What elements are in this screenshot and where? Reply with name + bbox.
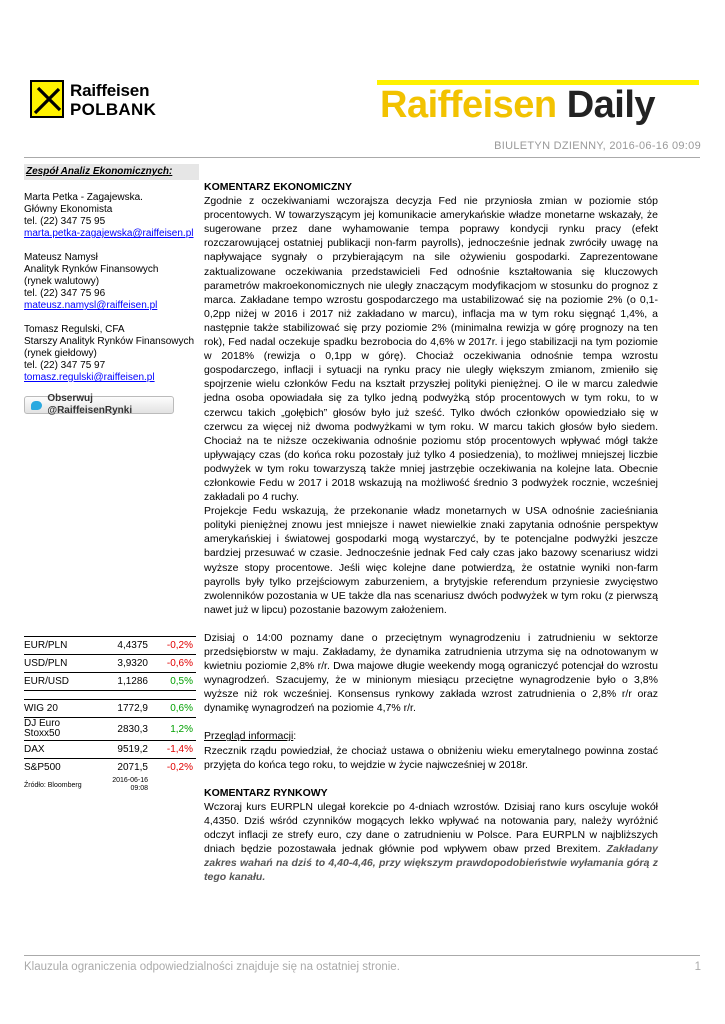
section-heading-economic: KOMENTARZ EKONOMICZNY <box>204 181 352 193</box>
instrument-name: S&P500 <box>24 761 61 773</box>
table-row <box>24 655 196 673</box>
page-number: 1 <box>694 961 701 973</box>
market-source <box>24 777 196 793</box>
sidebar <box>24 164 199 414</box>
paragraph: Zgodnie z oczekiwaniami wczorajsza decyzja Fed nie przyniosła zmian w poziomie stóp procentowych. W towarzyszącym jej komunikacie amerykańskie władze monetarne wskazały, że sugerowane przez dane wyhamowanie tempa poprawy kondycji rynku pracy (efekt rozczarowującej ostatniej publikacji non-farm payrolls), jednocześnie jednak zwróciły uwagę na napływające sygnały o przybierającym na sile ożywieniu gospodarki. Zaprezentowane zaktualizowane oczekiwania przedstawicieli Fed odnośnie kształtowania się kluczowych parametrów makroekonomicznych nie uległy znaczącym modyfikacjom w stosunku do prognoz z marca. Zakładane tempo wzrostu gospodarczego ma ustabilizować się na poziomie 2% (o 0,1-0,2pp niżej w 2016 i 2017 niż zakładano w marcu), inflacja ma w tym roku sięgnąć 1,4%, a następnie także stabilizować się przy poziomie 2% (minimalna rewizja w górę prognozy na ten rok), Fed nadal oczekuje spadku bezrobocia do 4,6% w 2017r. i jego stabilizacji na tym poziomie w 2018% (rewizja o 0,1pp w górę). Chociaż oczekiwania odnośnie tempa wzrostu gospodarczego, inflacji i sytuacji na rynku pracy nie uległy większym zmianom, zmieniło się spojrzenie wielu członków Fedu na kształt przyszłej polityki pieniężnej. O ile w marcu zaledwie jedna osoba opowiadała się za tylko jedną podwyżką stóp procentowych w tym roku, to w czerwcu takich „gołębich” głosów było już sześć. Tylko dwóch członków opowiedziało się w czerwcu za więcej niż dwoma podwyżkami w tym roku. W marcu takich głosów było siedem. Chociaż na te niższe oczekiwania odnośnie poziomu stóp procentowych wpływać mógł także upływający czas (do końca roku pozostały już tylko 4 posiedzenia), to możliwej mniejszej liczbie podwyżek w tym roku towarzyszą także mniej jastrzębie oczekiwania na kolejne lata. Obecnie członkowie Fedu w 2017 i 2018 wskazują na możliwość średnio 3 podwyżek rocznie, wcześniej zakładali po 4 ruchy. <box>204 195 658 504</box>
contact-role: Główny Ekonomista <box>24 204 113 215</box>
instrument-value: 9519,2 <box>117 744 148 755</box>
contact-name: Tomasz Regulski, CFA <box>24 324 125 335</box>
paragraph: Rzecznik rządu powiedział, że chociaż ustawa o obniżeniu wieku emerytalnego powinna zostać przyjęta do końca tego roku, to wejdzie w życie najwcześniej w 2018r. <box>204 744 658 771</box>
market-table <box>24 636 196 793</box>
contact-card <box>24 324 199 384</box>
contact-specialty: (rynek giełdowy) <box>24 348 97 359</box>
main-content <box>204 180 658 884</box>
footer-divider <box>24 955 700 956</box>
contact-specialty: (rynek walutowy) <box>24 276 100 287</box>
contact-phone: tel. (22) 347 75 97 <box>24 360 106 371</box>
instrument-change: 0,6% <box>170 703 193 714</box>
twitter-follow-button[interactable] <box>24 393 174 416</box>
paragraph: Dzisiaj o 14:00 poznamy dane o przeciętnym wynagrodzeniu i zatrudnieniu w sektorze przedsiębiorstw w maju. Zakładamy, że dynamika zatrudnienia utrzyma się na odnotowanym w kwietniu poziomie 2,8% r/r. Dwa majowe długie weekendy mogą ograniczyć potencjał do wzrostu wynagrodzeń. Szacujemy, że w minionym miesiącu przeciętne wynagrodzenie było o 3,8% wyższe niż rok wcześniej. Konsensus rynkowy zakłada wzrost zatrudnienia o 2,8% r/r oraz dynamikę wynagrodzeń na poziomie 4,7% r/r. <box>204 631 658 715</box>
header-divider <box>24 157 700 158</box>
table-row <box>24 759 196 776</box>
instrument-value: 2071,5 <box>117 762 148 773</box>
table-row <box>24 741 196 759</box>
review-title: Przegląd informacji <box>204 730 294 743</box>
contact-role: Analityk Rynków Finansowych <box>24 264 159 275</box>
instrument-change: -1,4% <box>166 744 193 755</box>
instrument-value: 1,1286 <box>117 676 148 687</box>
review-heading <box>204 729 658 743</box>
contact-phone: tel. (22) 347 75 96 <box>24 288 106 299</box>
source-date: 2016-06-16 <box>112 777 148 784</box>
title-daily: Daily <box>566 84 656 126</box>
table-row <box>24 699 196 718</box>
instrument-change: -0,6% <box>166 658 193 669</box>
paragraph: Projekcje Fedu wskazują, że przekonanie władz monetarnych w USA odnośnie zacieśniania polityki pieniężnej znowu jest mniejsze i nawet niewielkie znaki zapytania odnośnie perspektyw amerykańskiej i światowej gospodarki mogą wystarczyć, by te potencjalne podwyżki jeszcze bardziej przesuwać w czasie. Jednocześnie jednak Fed cały czas jako bazowy scenariusz widzi wyższe stopy procentowe. Jeśli więc kolejne dane potwierdzą, że ostatnie wyniki non-farm payrolls były tylko przejściowym zaburzeniem, a brytyjskie referendum przyniesie zwycięstwo zwolenników pozostania w UE także dla nas scenariusz dwóch podwyżek w tym roku (z pierwszą nawet już w lipcu) pozostanie bazowym założeniem. <box>204 505 658 616</box>
paragraph-text: Wczoraj kurs EURPLN ulegał korekcie po 4-dniach wzrostów. Dzisiaj rano kurs oscyluje wokół 4,4350. Dziś wśród czynników mogących lekko wpływać na notowania pary, należy wyróżnić odczyt inflacji ze strefy euro, czy dane o zatrudnieniu w Polsce. Para EURPLN w najbliższych dniach będzie pozostawała jednak głównie pod wpływem obaw przed Brexitem. <box>204 800 658 856</box>
instrument-name: EUR/PLN <box>24 639 68 651</box>
instrument-name: DJ Euro Stoxx50 <box>24 718 61 739</box>
instrument-change: -0,2% <box>166 762 193 773</box>
source-label: Źródło: Bloomberg <box>24 782 82 789</box>
bulletin-date: BIULETYN DZIENNY, 2016-06-16 09:09 <box>494 140 701 152</box>
contact-card <box>24 252 199 312</box>
paragraph <box>204 800 658 885</box>
twitter-bird-icon <box>31 401 42 410</box>
instrument-name: DAX <box>24 743 45 755</box>
table-row <box>24 718 196 741</box>
source-timestamp <box>96 777 148 793</box>
contact-card <box>24 192 199 240</box>
contact-email-link[interactable]: mateusz.namysl@raiffeisen.pl <box>24 300 158 311</box>
raiffeisen-polbank-logo <box>30 80 160 125</box>
forecast-range: Zakładany zakres wahań na dziś to 4,40-4,46, przy większym prawdopodobieństwie wyłamania górą z tego kanału. <box>204 843 658 884</box>
contact-name: Marta Petka - Zagajewska. <box>24 192 143 203</box>
instrument-name: EUR/USD <box>24 675 70 687</box>
twitter-follow-label: Obserwuj @RaiffeisenRynki <box>47 393 133 416</box>
table-row <box>24 673 196 691</box>
team-title: Zespół Analiz Ekonomicznych: <box>24 164 199 180</box>
review-colon: : <box>293 730 297 743</box>
publication-title <box>380 84 655 127</box>
logo-text-polbank: POLBANK <box>70 100 157 119</box>
title-raiffeisen: Raiffeisen <box>380 84 557 126</box>
logo-text-raiffeisen: Raiffeisen <box>70 81 150 100</box>
instrument-name: USD/PLN <box>24 657 68 669</box>
contact-phone: tel. (22) 347 75 95 <box>24 216 106 227</box>
disclaimer-note: Klauzula ograniczenia odpowiedzialności znajduje się na ostatniej stronie. <box>24 961 400 973</box>
instrument-change: -0,2% <box>166 640 193 651</box>
instrument-change: 0,5% <box>170 676 193 687</box>
contact-email-link[interactable]: marta.petka-zagajewska@raiffeisen.pl <box>24 228 194 239</box>
contact-role: Starszy Analityk Rynków Finansowych <box>24 336 195 347</box>
contact-name: Mateusz Namysł <box>24 252 98 263</box>
section-heading-market: KOMENTARZ RYNKOWY <box>204 786 328 799</box>
instrument-value: 2830,3 <box>117 723 148 735</box>
gable-cross-icon <box>30 80 64 118</box>
instrument-change: 1,2% <box>170 723 193 735</box>
instrument-value: 3,9320 <box>117 658 148 669</box>
table-row <box>24 636 196 655</box>
instrument-value: 4,4375 <box>117 640 148 651</box>
contact-email-link[interactable]: tomasz.regulski@raiffeisen.pl <box>24 372 155 383</box>
source-time: 09:08 <box>130 785 148 792</box>
instrument-value: 1772,9 <box>117 703 148 714</box>
instrument-name: WIG 20 <box>24 702 58 714</box>
